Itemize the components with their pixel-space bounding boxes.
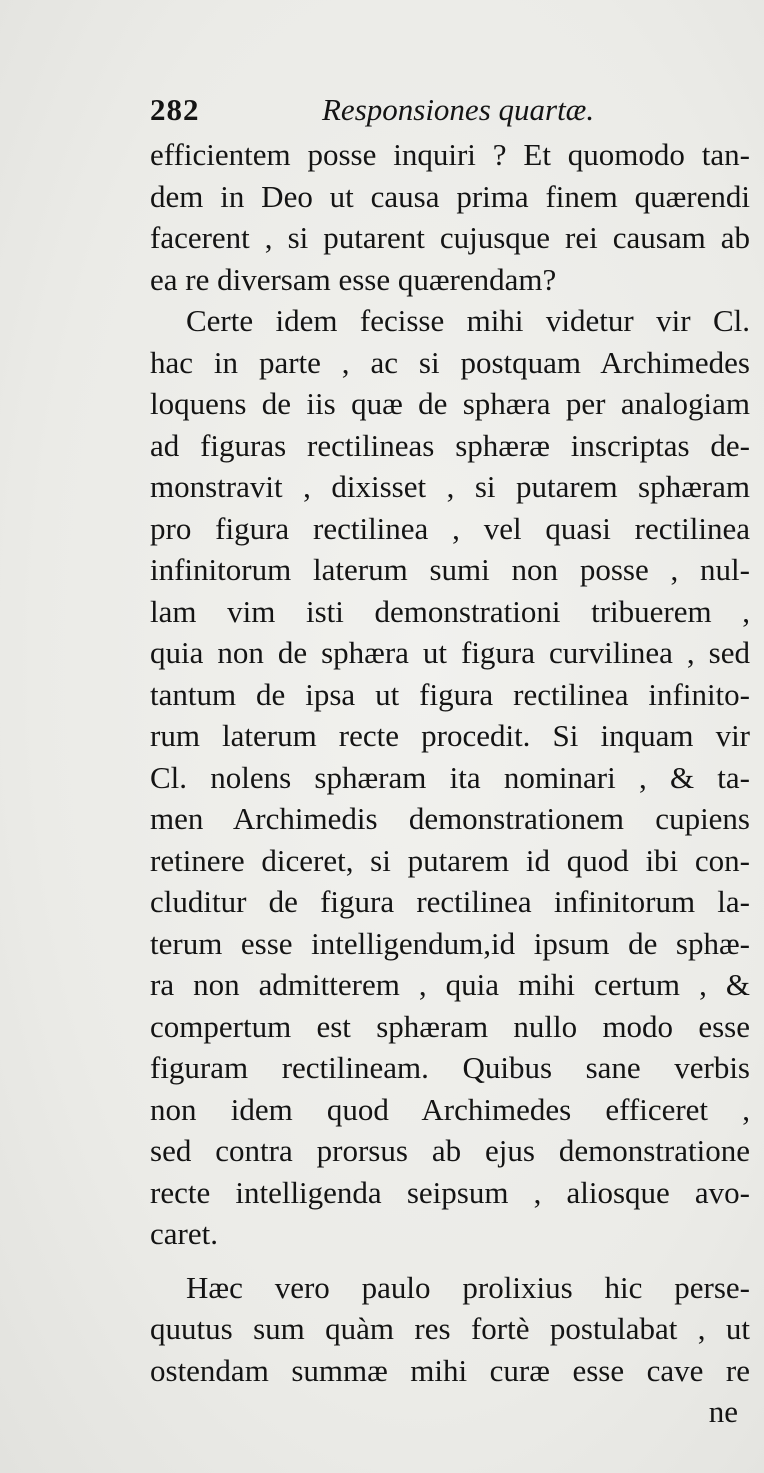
catchword: ne	[708, 1394, 738, 1429]
text-line: compertum est sphæram nullo modo esse	[150, 1008, 750, 1044]
page-number: 282	[150, 92, 200, 127]
text-line: rum laterum recte procedit. Si inquam vir	[150, 718, 750, 753]
text-line: sed contra prorsus ab ejus demonstratione	[150, 1133, 750, 1168]
text-line: ra non admitterem , quia mihi certum , &	[150, 967, 750, 1002]
text-line: tantum de ipsa ut figura rectilinea infinito-	[150, 676, 750, 712]
text-line: terum esse intelligendum,id ipsum de sphæ-	[150, 925, 750, 961]
running-title: Responsiones quartæ.	[322, 92, 595, 127]
text-line: non idem quod Archimedes efficeret ,	[150, 1091, 750, 1127]
text-line: Certe idem fecisse mihi videtur vir Cl.	[186, 303, 750, 338]
text-line: Hæc vero paulo prolixius hic perse-	[186, 1269, 750, 1305]
text-line: quia non de sphæra ut figura curvilinea , sed	[150, 635, 750, 670]
text-line: caret.	[150, 1216, 218, 1251]
text-line: ostendam summæ mihi curæ esse cave re	[150, 1352, 750, 1388]
text-line: dem in Deo ut causa prima finem quærendi	[150, 178, 750, 214]
text-block	[150, 134, 750, 1433]
text-line: Cl. nolens sphæram ita nominari , & ta-	[150, 759, 750, 795]
text-line: infinitorum laterum sumi non posse , nul-	[150, 552, 750, 587]
text-line: cluditur de figura rectilinea infinitorum la-	[150, 884, 750, 919]
text-line: facerent , si putarent cujusque rei causam ab	[150, 220, 750, 255]
text-line: loquens de iis quæ de sphæra per analogiam	[150, 386, 750, 421]
text-line: lam vim isti demonstrationi tribuerem ,	[150, 593, 750, 629]
text-line: retinere diceret, si putarem id quod ibi con-	[150, 842, 750, 878]
text-line: monstravit , dixisset , si putarem sphæram	[150, 469, 750, 504]
text-line: ad figuras rectilineas sphæræ inscriptas de-	[150, 427, 750, 463]
text-line: pro figura rectilinea , vel quasi rectilinea	[150, 510, 750, 546]
text-line: efficientem posse inquiri ? Et quomodo tan-	[150, 137, 750, 172]
text-line: recte intelligenda seipsum , aliosque avo-	[150, 1174, 750, 1210]
running-head	[150, 88, 750, 132]
paragraph-gap	[150, 1255, 750, 1267]
text-line: ea re diversam esse quærendam?	[150, 261, 557, 297]
text-line: men Archimedis demonstrationem cupiens	[150, 801, 750, 836]
text-line: hac in parte , ac si postquam Archimedes	[150, 344, 750, 380]
text-line: quutus sum quàm res fortè postulabat , ut	[150, 1311, 750, 1346]
text-line: figuram rectilineam. Quibus sane verbis	[150, 1050, 750, 1085]
